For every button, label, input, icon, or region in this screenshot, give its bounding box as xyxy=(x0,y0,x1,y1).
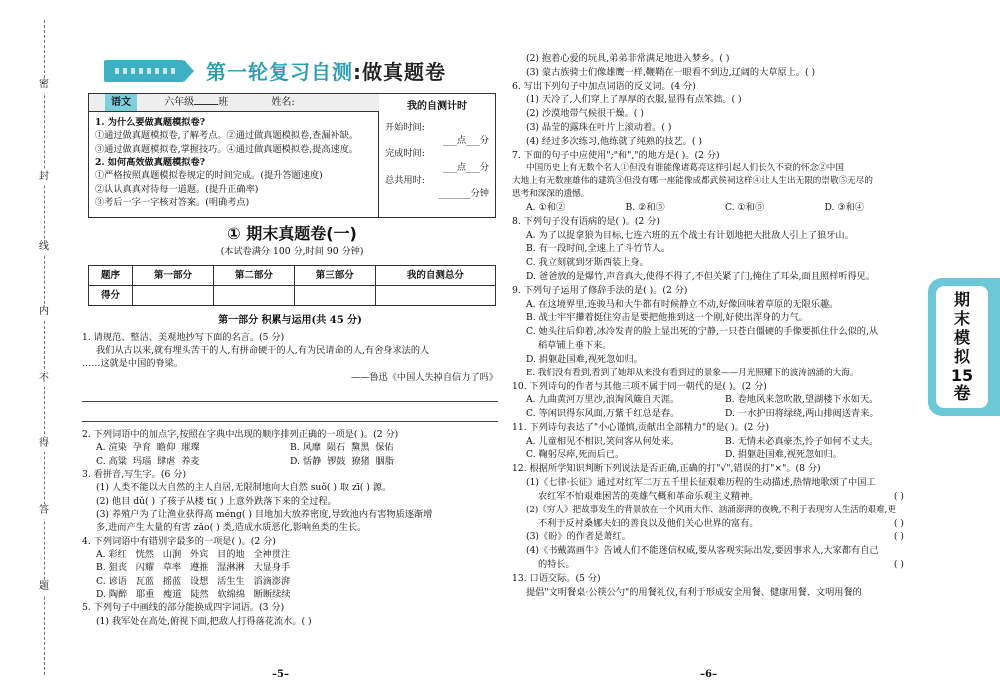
answer-paren[interactable]: ( ) xyxy=(893,490,904,502)
q12: 12. 根据所学知识判断下列说法是否正确,正确的打"√",错误的打"×"。(8 分) xyxy=(512,463,821,475)
info-line: 2. 如何高效做真题模拟卷? xyxy=(95,157,206,169)
timer-box xyxy=(379,94,495,217)
q11-options xyxy=(512,435,924,463)
q8: 8. 下列句子没有语病的是( )。(2 分) xyxy=(512,215,660,227)
end-field[interactable]: ___点___分 xyxy=(443,161,489,173)
exam-title: ① 期末真题卷(一) xyxy=(227,224,357,243)
q9: 9. 下列句子运用了修辞手法的是( )。(2 分) xyxy=(512,284,688,296)
info-line: 1. 为什么要做真题模拟卷? xyxy=(95,117,206,128)
q8-opt: D. 爸爸放的是爆竹,声音真大,使得不得了,不但关紧了门,掩住了耳朵,面且照样听得见。 xyxy=(526,271,876,283)
title-sep: : xyxy=(353,60,362,84)
score-cell[interactable] xyxy=(294,286,375,306)
answer-paren[interactable]: ( ) xyxy=(893,531,904,543)
info-line: ①严格按照真题模拟卷规定的时间完成。(提升答题速度) xyxy=(95,170,323,182)
grade-label: 六年级 xyxy=(164,97,195,108)
q7: 7. 下面的句子中应使用";"和","的地方是( )。(2 分) xyxy=(512,149,720,161)
binding-char: 封 xyxy=(34,170,54,185)
binding-margin xyxy=(26,0,60,695)
left-column xyxy=(82,314,498,628)
q13: 13. 口语交际。(5 分) xyxy=(512,572,601,584)
binding-char: 答 xyxy=(34,504,54,519)
q12-item: 农红军不怕艰难困苦的英雄气概和革命乐观主义精神。 ( ) xyxy=(538,490,904,502)
q9-opt: 稻草铺上垂下来。 xyxy=(538,340,612,352)
info-line: ①通过做真题模拟卷,了解考点。②通过做真题模拟卷,查漏补缺。 xyxy=(95,130,359,142)
score-table xyxy=(88,265,496,306)
q2-opt: D. 恬静 锣鼓 獠猪 胭脂 xyxy=(290,455,394,467)
q4: 4. 下列词语中有错别字最多的一项是( )。(2 分) xyxy=(82,535,276,547)
q11: 11. 下列诗句表达了"小心谨慎,贡献出全部精力"的是( )。(2 分) xyxy=(512,421,770,433)
q12-item: (4)《书戴嵩画牛》告诫人们不能迷信权威,要从客观实际出发,要因事求人,大家都有自己 xyxy=(526,545,879,557)
info-left xyxy=(89,94,379,217)
q7-passage: 大地上有无数座雄伟的建筑③但没有哪一座能像成都武侯祠这样④让人生出无限的崇敬⑤无尽的 xyxy=(512,176,873,187)
q12-item: 不利于反衬桑娜夫妇的善良以及他们关心世界的富有。 ( ) xyxy=(538,517,904,529)
q8-opt: C. 我立刻就到牙斯西装上身。 xyxy=(526,257,649,269)
q2-opt: A. 渲染 孕育 瞻仰 璀璨 xyxy=(96,442,200,454)
start-field[interactable]: ___点___分 xyxy=(443,134,489,146)
title-part-b: 做真题卷 xyxy=(362,60,446,84)
q10-opt: A. 九曲黄河万里沙,浪淘风簸自天涯。 xyxy=(526,394,680,406)
start-label: 开始时间: xyxy=(385,121,425,133)
q8-opt: A. 为了以捉拿狼为目标,七连六班的五个战士有计划地把大批敌人引上了狼牙山。 xyxy=(526,229,854,241)
header-banner-dots xyxy=(115,68,175,74)
binding-char: 内 xyxy=(34,305,54,320)
score-header: 第一部分 xyxy=(133,266,214,286)
answer-paren[interactable]: ( ) xyxy=(893,517,904,529)
binding-char: 题 xyxy=(34,580,54,595)
q4-option: C. 谚语 瓦蓝 摇蓝 设想 活生生 滔滴澎湃 xyxy=(96,575,291,587)
q11-opt: A. 儿童相见不相识,笑问客从何处来。 xyxy=(526,435,680,447)
q10-options xyxy=(512,393,924,421)
title-part-a: 第一轮复习自测 xyxy=(206,60,353,84)
q12-item: 的特长。 ( ) xyxy=(538,558,904,570)
q1-quote-end: ……这就是中国的脊梁。 xyxy=(82,358,184,370)
q7-options xyxy=(512,201,924,215)
copy-line[interactable] xyxy=(82,408,498,422)
binding-dashed-line xyxy=(44,20,45,675)
q7-opt: D. ③和④ xyxy=(824,202,864,214)
q5-item: (3) 蒙古族骑士们像雄鹰一样,鞭鞘在一眼看不到边,辽阔的大草原上。( ) xyxy=(526,66,816,78)
side-tab-last: 卷 xyxy=(953,384,971,404)
copy-line[interactable] xyxy=(82,388,498,402)
q6-item: (2) 沙漠地带气候很干燥。( ) xyxy=(526,108,644,120)
side-tab xyxy=(928,278,1000,416)
q6-item: (4) 经过多次练习,他练就了纯熟的技艺。( ) xyxy=(526,135,702,147)
binding-char: 线 xyxy=(34,240,54,255)
total-label: 总共用时: xyxy=(385,174,425,186)
q6-item: (1) 天冷了,人们穿上了厚厚的衣服,显得有点笨拙。( ) xyxy=(526,94,742,106)
info-topbar xyxy=(89,94,379,112)
score-header: 第三部分 xyxy=(294,266,375,286)
q13-text: 提倡"文明餐桌·公筷公勺"的用餐礼仪,有利于形成安全用餐、健康用餐、文明用餐的 xyxy=(526,586,862,598)
q3-item: (1) 人类不能以大自然的主人自居,无限制地向大自然 suǒ( ) 取 zī( ) 源。 xyxy=(96,482,392,494)
q10-opt: B. 卷地风来忽吹散,望湖楼下水如天。 xyxy=(725,394,879,406)
q7-passage: 中国历史上有无数个名人①但没有谁能像诸葛亮这样引起人们长久不衰的怀念②中国 xyxy=(526,163,844,174)
name-label: 姓名: xyxy=(271,97,295,108)
q11-opt: D. 捐躯赴国难,视死忽如归。 xyxy=(725,449,842,461)
q10: 10. 下列诗句的作者与其他三项不属于同一朝代的是( )。(2 分) xyxy=(512,380,767,392)
q3-item: (3) 养殖户为了让渔业获得高 méng( ) 目地加大放养密度,导致池内有害物质逐渐增 xyxy=(96,508,433,520)
info-line: ③考后一字一字核对答案。(明确考点) xyxy=(95,197,250,209)
q9-opt: A. 在这境界里,连骏马和大牛都有时候静立不动,好像回味着草原的无限乐趣。 xyxy=(526,298,839,310)
q12-item: (2)《穷人》把故事发生的背景放在一个风雨大作、汹涌澎湃的夜晚,不利于表现穷人生活的艰难,更 xyxy=(526,504,896,515)
q1-quote: 我们从古以来,就有埋头苦干的人,有拼命硬干的人,有为民请命的人,有舍身求法的人 xyxy=(96,344,430,356)
q1: 1. 请规范、整洁、美观地抄写下面的名言。(5 分) xyxy=(82,331,285,343)
score-cell[interactable] xyxy=(213,286,294,306)
q9-opt: B. 战士牢牢攥着挺住穷击是要把他推到这一个刚,好使出浑身的力气。 xyxy=(526,312,808,324)
q2-opt: B. 风靡 陨石 黧黑 保佑 xyxy=(290,442,394,454)
q7-opt: A. ①和② xyxy=(526,202,566,214)
q12-item: (3)《盼》的作者是萧红。 ( ) xyxy=(526,531,904,543)
class-label: 班 xyxy=(218,97,229,108)
binding-char: 密 xyxy=(34,78,54,93)
q5-item: (2) 抱着心爱的玩具,弟弟非常满足地进入梦乡。( ) xyxy=(526,53,730,64)
q3-item: (2) 他目 dǔ( ) 了孩子从楼 tī( ) 上意外跌落下来的全过程。 xyxy=(96,495,337,507)
q4-option: B. 狙丧 闪耀 草率 遵推 湿淋淋 大显身手 xyxy=(96,562,291,574)
score-cell[interactable] xyxy=(133,286,214,306)
q10-opt: C. 等闲识得东风面,万紫千红总是春。 xyxy=(526,408,680,420)
info-line: ②认认真真对待每一道题。(提升正确率) xyxy=(95,183,259,195)
answer-paren[interactable]: ( ) xyxy=(893,558,904,570)
page-number-right: –6– xyxy=(700,669,717,680)
q2-options xyxy=(82,441,498,468)
score-row-label: 得分 xyxy=(89,286,133,306)
q2: 2. 下列词语中的加点字,按照在字典中出现的顺序排列正确的一项是( )。(2 分) xyxy=(82,428,399,440)
score-header: 我的自测总分 xyxy=(375,266,495,286)
binding-char: 不 xyxy=(34,372,54,387)
timer-title: 我的自测计时 xyxy=(407,101,467,112)
subject-tag: 语文 xyxy=(105,94,137,111)
q5-item: (1) 我军处在高处,俯视下面,把敌人打得落花流水。( ) xyxy=(96,615,312,627)
q8-opt: B. 有一段时间,全速上了斗竹节人。 xyxy=(526,243,671,255)
q6: 6. 写出下列句子中加点词语的反义词。(4 分) xyxy=(512,80,696,92)
q1-source: ——鲁迅《中国人失掉自信力了吗》 xyxy=(351,371,498,383)
q11-opt: B. 无情未必真豪杰,怜子如何不丈夫。 xyxy=(725,435,879,447)
q7-opt: C. ①和⑤ xyxy=(725,202,765,214)
info-line: ③通过做真题模拟卷,掌握技巧。④通过做真题模拟卷,提高速度。 xyxy=(95,143,359,155)
side-tab-label: 期 末 模 拟 15 卷 xyxy=(936,286,988,408)
total-field[interactable]: _______分钟 xyxy=(438,188,489,200)
q10-opt: D. 一水护田将绿绕,两山排闼送青来。 xyxy=(725,408,879,420)
score-header: 第二部分 xyxy=(213,266,294,286)
exam-subtitle: (本试卷满分 100 分,时间 90 分钟) xyxy=(220,246,364,257)
q2-opt: C. 高粱 玛瑙 肆虐 养麦 xyxy=(96,455,200,467)
q4-option: D. 陶醉 耶重 瘦道 陡然 软绵绵 断断续续 xyxy=(96,589,291,600)
page-number-left: –5– xyxy=(272,669,289,680)
end-label: 完成时间: xyxy=(385,148,425,160)
q5: 5. 下列句子中画线的部分能换成四字词语。(3 分) xyxy=(82,602,285,614)
q6-item: (3) 晶莹的露珠在叶片上滚动着。( ) xyxy=(526,121,672,133)
q12-item: (1)《七律·长征》通过对红军二万五千里长征艰难历程的生动描述,热情地歌颂了中国工 xyxy=(526,477,876,489)
q9-opt: C. 她头往后仰着,冰冷发青的脸上显出死的宁静,一只苍白僵硬的手像要抓住什么似的,从 xyxy=(526,326,879,338)
q7-opt: B. ②和⑤ xyxy=(625,202,665,214)
right-column xyxy=(512,52,924,599)
score-cell[interactable] xyxy=(375,286,495,306)
q3: 3. 看拼音,写生字。(6 分) xyxy=(82,468,187,480)
q9-opt: D. 捐躯赴国难,视死忽如归。 xyxy=(526,353,643,365)
binding-char: 得 xyxy=(34,437,54,452)
q7-passage: 思考和深深的遗憾。 xyxy=(512,189,590,200)
q9-opt: E. 我们没有看到,看到了她却从来没有看到过的景象——月光照耀下的波涛汹涌的大海。 xyxy=(526,367,859,378)
page-title xyxy=(206,58,446,87)
info-box xyxy=(88,93,496,218)
q11-opt: C. 鞠躬尽瘁,死而后已。 xyxy=(526,449,625,461)
q4-option: A. 彩红 恍然 山涧 外宾 目的地 全神贯注 xyxy=(96,548,291,560)
q3-item: 多,进而产生大量的有害 zǎo( ) 类,造成水质恶化,影响鱼类的生长。 xyxy=(96,522,367,534)
score-header: 题序 xyxy=(89,266,133,286)
part1-heading: 第一部分 积累与运用(共 45 分) xyxy=(218,315,362,326)
